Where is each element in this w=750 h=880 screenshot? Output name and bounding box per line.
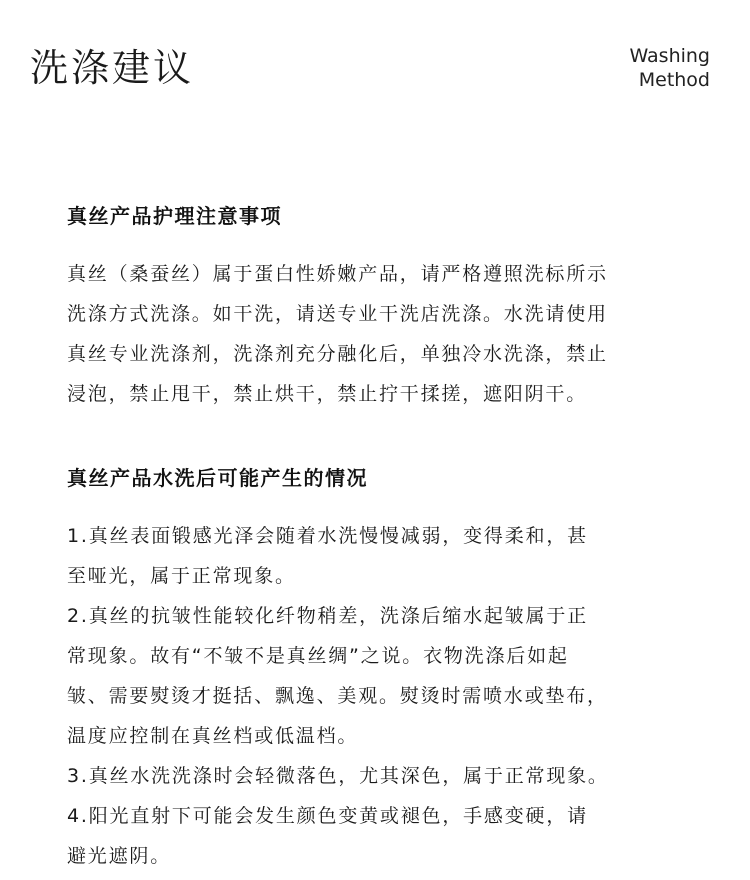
silk-care-line: 洗涤方式洗涤。如干洗，请送专业干洗店洗涤。水洗请使用 xyxy=(67,303,608,325)
after-wash-line: 4.阳光直射下可能会发生颜色变黄或褪色，手感变硬，请 xyxy=(67,805,588,827)
page-title: 洗涤建议 xyxy=(30,46,195,90)
silk-care-paragraph xyxy=(67,254,707,414)
after-wash-line: 至哑光，属于正常现象。 xyxy=(67,565,296,587)
after-wash-section xyxy=(67,464,707,876)
english-title-line-2: Method xyxy=(638,69,710,91)
after-wash-line: 皱、需要熨烫才挺括、飘逸、美观。熨烫时需喷水或垫布， xyxy=(67,685,608,707)
after-wash-line: 常现象。故有“不皱不是真丝绸”之说。衣物洗涤后如起 xyxy=(67,645,569,667)
english-title xyxy=(629,44,710,92)
after-wash-line: 3.真丝水洗洗涤时会轻微落色，尤其深色，属于正常现象。 xyxy=(67,765,609,787)
silk-care-heading: 真丝产品护理注意事项 xyxy=(67,204,282,228)
silk-care-line: 浸泡，禁止甩干，禁止烘干，禁止拧干揉搓，遮阳阴干。 xyxy=(67,383,588,405)
silk-care-line: 真丝（桑蚕丝）属于蛋白性娇嫩产品，请严格遵照洗标所示 xyxy=(67,263,608,285)
after-wash-line: 避光遮阴。 xyxy=(67,845,172,867)
after-wash-paragraph xyxy=(67,516,707,876)
silk-care-line: 真丝专业洗涤剂，洗涤剂充分融化后，单独冷水洗涤，禁止 xyxy=(67,343,608,365)
english-title-line-1: Washing xyxy=(629,45,710,67)
after-wash-line: 1.真丝表面锻感光泽会随着水洗慢慢减弱，变得柔和，甚 xyxy=(67,525,588,547)
after-wash-line: 2.真丝的抗皱性能较化纤物稍差，洗涤后缩水起皱属于正 xyxy=(67,605,588,627)
after-wash-line: 温度应控制在真丝档或低温档。 xyxy=(67,725,359,747)
silk-care-section xyxy=(67,202,707,414)
after-wash-heading: 真丝产品水洗后可能产生的情况 xyxy=(67,466,368,490)
